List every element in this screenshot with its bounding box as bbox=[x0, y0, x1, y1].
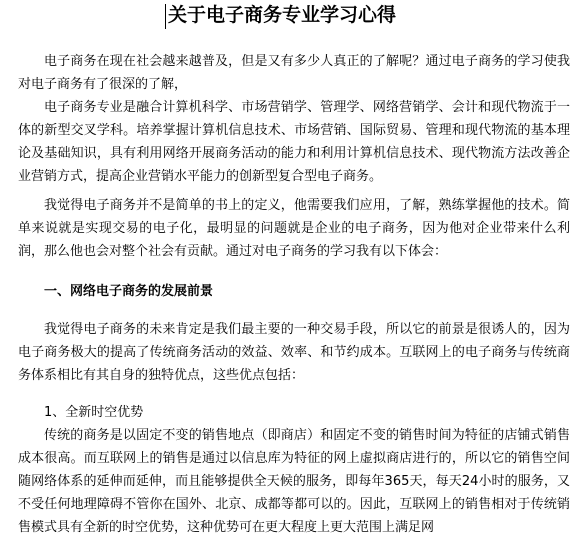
paragraph-intro: 电子商务在现在社会越来越普及，但是又有多少人真正的了解呢？通过电子商务的学习使我对电子商务有了很深的了解， bbox=[18, 54, 570, 92]
paragraph-major-description: 电子商务专业是融合计算机科学、市场营销学、管理学、网络营销学、会计和现代物流于一体的新型交叉学科。培养掌握计算机信息技术、市场营销、国际贸易、管理和现代物流的基本理论及基础知识，具有利用网络开展商务活动的能力和利用计算机信息技术、现代物流方法改善企业营销方式，提高企业营销水平能力的创新型复合型电子商务。 bbox=[18, 100, 570, 184]
subsection-heading-time-space: 1、全新时空优势 bbox=[44, 405, 144, 420]
section-heading-prospects: 一、网络电子商务的发展前景 bbox=[44, 284, 214, 299]
text-cursor bbox=[165, 4, 166, 29]
page-title: 关于电子商务专业学习心得 bbox=[168, 4, 397, 26]
paragraph-prospects: 我觉得电子商务的未来肯定是我们最主要的一种交易手段，所以它的前景是很诱人的，因为电子商务极大的提高了传统商务活动的效益、效率、和节约成本。互联网上的电子商务与传统商务体系相比有其自身的独特优点，这些优点包括： bbox=[18, 322, 570, 383]
paragraph-personal-understanding: 我觉得电子商务并不是简单的书上的定义，他需要我们应用，了解，熟练掌握他的技术。简单来说就是实现交易的电子化，最明显的问题就是企业的电子商务，因为他对企业带来什么利润，那么他也会对整个社会有贡献。通过对电子商务的学习我有以下体会： bbox=[18, 198, 570, 259]
paragraph-time-space-advantage: 传统的商务是以固定不变的销售地点（即商店）和固定不变的销售时间为特征的店铺式销售成本很高。而互联网上的销售是通过以信息库为特征的网上虚拟商店进行的，所以它的销售空间随网络体系的延伸而延伸，而且能够提供全天候的服务，即每年365天，每天24小时的服务，又不受任何地理障碍不管你在国外、北京、成都等都可以的。因此，互联网上的销售相对于传统销售模式具有全新的时空优势，这种优势可在更大程度上更大范围上满足网 bbox=[18, 428, 570, 535]
